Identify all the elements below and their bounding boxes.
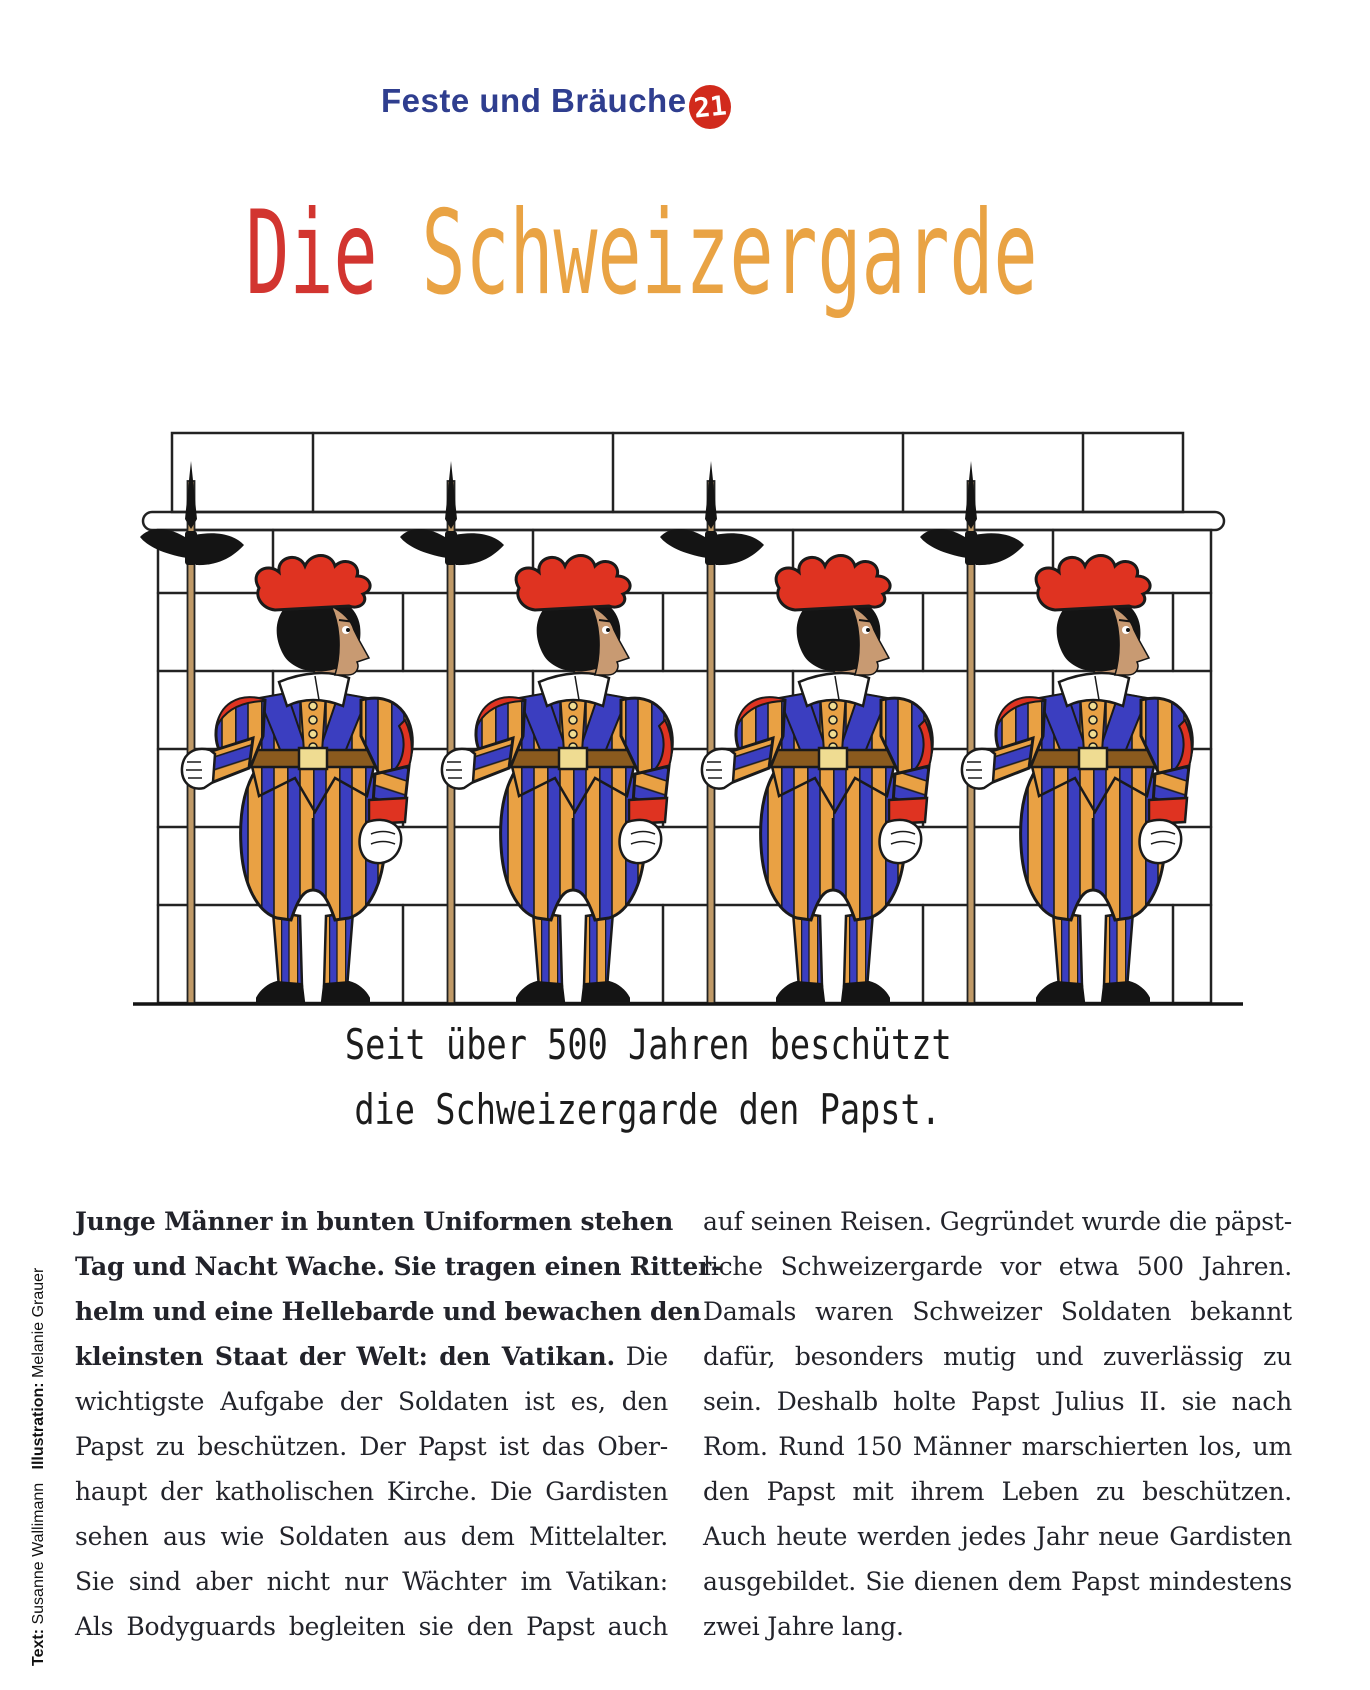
text-line: Auch heute werden jedes Jahr neue Gardisten — [703, 1522, 1292, 1551]
brick-wall-top — [172, 433, 1183, 512]
text-line: Sie sind aber nicht nur Wächter im Vatikan: — [75, 1567, 668, 1596]
illustration-caption — [0, 1012, 1333, 1142]
page-number: 21 — [692, 89, 728, 125]
article-title-text — [246, 186, 1038, 321]
swiss-guard-figure — [182, 556, 412, 1002]
text-line: Tag und Nacht Wache. Sie tragen einen Ritter- — [75, 1252, 722, 1281]
text-line: wichtigste Aufgabe der Soldaten ist es, den — [75, 1387, 668, 1416]
text-line: sehen aus wie Soldaten aus dem Mittelalter. — [75, 1522, 668, 1551]
caption-line-2: die Schweizergarde den Papst. — [354, 1085, 942, 1134]
text-line: haupt der katholischen Kirche. Die Gardisten — [75, 1477, 668, 1506]
credits-vertical: Text: Susanne Wallimann Illustration: Melanie Grauer — [30, 1267, 47, 1666]
title-word-die: Die — [246, 186, 379, 321]
wall-ledge — [143, 512, 1224, 530]
swiss-guards-illustration — [133, 423, 1243, 1008]
swiss-guard-figure — [962, 556, 1192, 1002]
text-line: Als Bodyguards begleiten sie den Papst auch — [75, 1612, 668, 1641]
text-line: den Papst mit ihrem Leben zu beschützen. — [703, 1477, 1292, 1506]
caption-line-1: Seit über 500 Jahren beschützt — [344, 1020, 952, 1069]
text-line: Damals waren Schweizer Soldaten bekannt — [703, 1297, 1292, 1326]
article-column-left — [75, 1199, 722, 1649]
text-line: Junge Männer in bunten Uniformen stehen — [75, 1207, 674, 1236]
text-line: auf seinen Reisen. Gegründet wurde die päpst- — [703, 1207, 1292, 1236]
swiss-guard-figure — [702, 556, 932, 1002]
text-line: Rom. Rund 150 Männer marschierten los, um — [703, 1432, 1292, 1461]
text-line: liche Schweizergarde vor etwa 500 Jahren. — [703, 1252, 1292, 1281]
article-column-right — [703, 1199, 1292, 1649]
title-word-schweizergarde: Schweizergarde — [422, 186, 1038, 321]
text-line: zwei Jahre lang. — [703, 1612, 904, 1641]
text-line: ausgebildet. Sie dienen dem Papst mindestens — [703, 1567, 1292, 1596]
article-title — [0, 186, 1327, 321]
swiss-guard-figure — [442, 556, 672, 1002]
text-line: helm und eine Hellebarde und bewachen den — [75, 1297, 702, 1326]
text-line: Papst zu beschützen. Der Papst ist das Ober- — [75, 1432, 668, 1461]
page-number-badge — [689, 85, 731, 129]
text-line: dafür, besonders mutig und zuverlässig zu — [703, 1342, 1292, 1371]
text-line: sein. Deshalb holte Papst Julius II. sie nach — [703, 1387, 1292, 1416]
text-line: kleinsten Staat der Welt: den Vatikan. Die — [75, 1342, 668, 1371]
guards — [182, 556, 1192, 1002]
section-label: Feste und Bräuche — [381, 82, 687, 119]
